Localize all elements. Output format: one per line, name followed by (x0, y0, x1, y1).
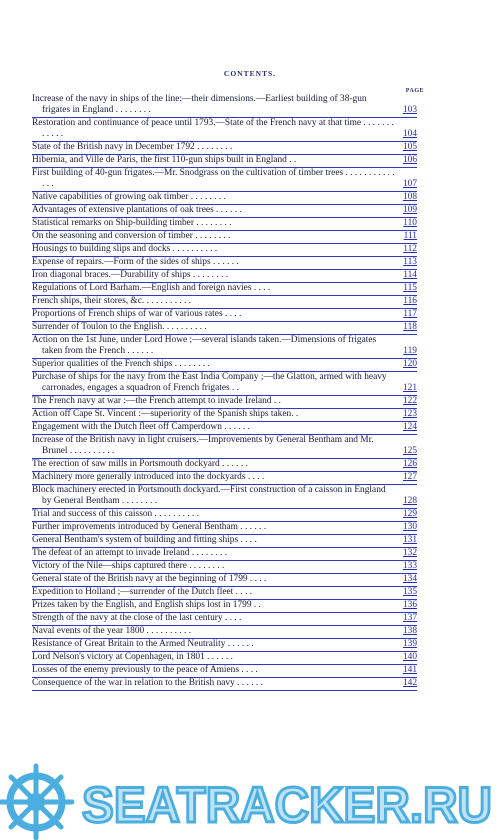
toc-entry[interactable] (32, 118, 417, 142)
toc-page-number[interactable]: 129 (402, 509, 417, 519)
page-title: CONTENTS. (223, 69, 277, 78)
toc-entry-text: Resistance of Great Britain to the Armed Neutrality . . . . . . (32, 639, 254, 649)
toc-entry-text: Lord Nelson's victory at Copenhagen, in 1801 . . . . . . (32, 652, 233, 662)
toc-entry-text: First building of 40-gun frigates.—Mr. Snodgrass on the cultivation of timber trees . . . . . . . . . . . . . . (32, 168, 395, 189)
toc-page-number[interactable]: 117 (403, 309, 417, 319)
toc-entry[interactable] (32, 231, 417, 244)
toc-entry-text: Hibernia, and Ville de Paris, the first 110-gun ships built in England . . (32, 155, 297, 165)
toc-page-number[interactable]: 113 (403, 257, 417, 267)
toc-entry[interactable] (32, 335, 417, 359)
toc-entry-text: Expense of repairs.—Form of the sides of ships . . . . . . (32, 257, 239, 267)
toc-page-number[interactable]: 116 (403, 296, 417, 306)
toc-entry[interactable] (32, 485, 417, 509)
toc-entry[interactable] (32, 359, 417, 372)
toc-entry[interactable] (32, 535, 417, 548)
toc-page-number[interactable]: 131 (402, 535, 417, 545)
toc-entry-text: Trial and success of this caisson . . . . . . . . . . (32, 509, 200, 519)
toc-page-number[interactable]: 124 (402, 422, 417, 432)
toc-page-number[interactable]: 111 (403, 231, 417, 241)
toc-entry-text: Increase of the navy in ships of the line:—their dimensions.—Earliest building of 38-gun frigates in England . . . . . . . . (32, 94, 367, 115)
toc-entry-text: Expedition to Holland ;—surrender of the Dutch fleet . . . . (32, 587, 252, 597)
toc-entry[interactable] (32, 409, 417, 422)
toc-page-number[interactable]: 134 (402, 574, 417, 584)
toc-page-number[interactable]: 119 (403, 346, 417, 356)
toc-entry-text: Machinery more generally introduced into the dockyards . . . . (32, 472, 265, 482)
toc-entry[interactable] (32, 509, 417, 522)
toc-entry[interactable] (32, 626, 417, 639)
toc-entry[interactable] (32, 652, 417, 665)
toc-page-number[interactable]: 135 (402, 587, 417, 597)
toc-page-number[interactable]: 114 (403, 270, 417, 280)
toc-page-number[interactable]: 122 (402, 396, 417, 406)
toc-page-number[interactable]: 132 (402, 548, 417, 558)
toc-entry-text: Victory of the Nile—ships captured there . . . . . . . . (32, 561, 225, 571)
toc-entry-text: Further improvements introduced by General Bentham . . . . . . (32, 522, 267, 532)
toc-entry-text: General Bentham's system of building and fitting ships . . . . (32, 535, 257, 545)
toc-entry-text: Housings to building slips and docks . . . . . . . . . . (32, 244, 218, 254)
toc-page-number[interactable]: 115 (403, 283, 417, 293)
toc-entry[interactable] (32, 574, 417, 587)
toc-entry-text: Statistical remarks on Ship-building timber . . . . . . . . (32, 218, 232, 228)
toc-page-number[interactable]: 118 (403, 322, 417, 332)
toc-page-number[interactable]: 137 (402, 613, 417, 623)
toc-entry[interactable] (32, 94, 417, 118)
toc-entry[interactable] (32, 322, 417, 335)
table-of-contents (32, 94, 417, 691)
toc-entry-text: Superior qualities of the French ships . . . . . . . . (32, 359, 210, 369)
toc-entry-text: State of the British navy in December 1792 . . . . . . . . (32, 142, 233, 152)
toc-entry-text: Increase of the British navy in light cruisers.—Improvements by General Bentham and Mr. Brunel . . . . . . . . . . (32, 435, 374, 456)
toc-entry[interactable] (32, 600, 417, 613)
toc-page-number[interactable]: 103 (402, 105, 417, 115)
toc-entry[interactable] (32, 192, 417, 205)
page-column-label: PAGE (405, 88, 424, 94)
toc-entry-text: The French navy at war :—the French attempt to invade Ireland . . (32, 396, 281, 406)
toc-entry[interactable] (32, 548, 417, 561)
toc-entry-text: Prizes taken by the English, and English ships lost in 1799 . . (32, 600, 261, 610)
toc-entry[interactable] (32, 561, 417, 574)
toc-entry-text: Action off Cape St. Vincent :—superiority of the Spanish ships taken. . (32, 409, 299, 419)
toc-page-number[interactable]: 109 (402, 205, 417, 215)
toc-entry[interactable] (32, 296, 417, 309)
toc-page-number[interactable]: 110 (403, 218, 417, 228)
toc-entry-text: Action on the 1st June, under Lord Howe ;—several islands taken.—Dimensions of frigates taken from the French . . . . . . (32, 335, 377, 356)
toc-page-number[interactable]: 133 (402, 561, 417, 571)
toc-page-number[interactable]: 140 (402, 652, 417, 662)
toc-entry-text: Restoration and continuance of peace until 1793.—State of the French navy at that time . . . . . . . . . . . . (32, 118, 394, 139)
toc-entry-text: Engagement with the Dutch fleet off Camperdown . . . . . . (32, 422, 251, 432)
toc-entry-text: Consequence of the war in relation to the British navy . . . . . . (32, 678, 263, 688)
toc-entry-text: The defeat of an attempt to invade Ireland . . . . . . . . (32, 548, 227, 558)
toc-entry-text: Naval events of the year 1800 . . . . . . . . . . (32, 626, 192, 636)
toc-entry[interactable] (32, 205, 417, 218)
toc-page-number[interactable]: 108 (402, 192, 417, 202)
toc-page-number[interactable]: 138 (402, 626, 417, 636)
toc-entry[interactable] (32, 472, 417, 485)
toc-entry[interactable] (32, 435, 417, 459)
toc-page-number[interactable]: 130 (402, 522, 417, 532)
toc-entry[interactable] (32, 372, 417, 396)
toc-entry[interactable] (32, 422, 417, 435)
toc-page-number[interactable]: 142 (402, 678, 417, 688)
toc-entry-text: Losses of the enemy previously to the peace of Amiens . . . . (32, 665, 258, 675)
toc-entry-text: Block machinery erected in Portsmouth dockyard.—First construction of a caisson in England by General Bentham . . . . . . . . (32, 485, 386, 506)
seatracker-watermark (0, 760, 500, 840)
toc-entry-text: Proportions of French ships of war of various rates . . . . (32, 309, 242, 319)
toc-page-number[interactable]: 127 (402, 472, 417, 482)
toc-entry[interactable] (32, 270, 417, 283)
toc-page-number[interactable]: 106 (402, 155, 417, 165)
toc-entry[interactable] (32, 678, 417, 691)
toc-entry-text: Regulations of Lord Barham.—English and foreign navies . . . . (32, 283, 271, 293)
toc-entry[interactable] (32, 283, 417, 296)
ship-wheel-icon (0, 766, 72, 838)
toc-entry-text: Iron diagonal braces.—Durability of ships . . . . . . . . (32, 270, 229, 280)
toc-entry[interactable] (32, 309, 417, 322)
toc-page-number[interactable]: 123 (402, 409, 417, 419)
toc-page-number[interactable]: 141 (402, 665, 417, 675)
toc-entry-text: French ships, their stores, &c. . . . . . . . . . . (32, 296, 192, 306)
toc-page-number[interactable]: 136 (402, 600, 417, 610)
toc-entry-text: Purchase of ships for the navy from the East India Company ;—the Glatton, armed with heavy carronades, engages a squadron of French frigates . . (32, 372, 387, 393)
toc-entry-text: Surrender of Toulon to the English. . . . . . . . . . (32, 322, 207, 332)
toc-entry[interactable] (32, 587, 417, 600)
toc-page-number[interactable]: 105 (402, 142, 417, 152)
toc-entry[interactable] (32, 142, 417, 155)
toc-page-number[interactable]: 125 (402, 446, 417, 456)
toc-entry[interactable] (32, 459, 417, 472)
toc-entry-text: Strength of the navy at the close of the last century . . . . (32, 613, 242, 623)
toc-entry[interactable] (32, 155, 417, 168)
toc-entry-text: Native capabilities of growing oak timber . . . . . . . . (32, 192, 226, 202)
watermark-text: SEATRACKER.RU (82, 777, 492, 833)
toc-page-number[interactable]: 107 (402, 179, 417, 189)
toc-page-number[interactable]: 120 (402, 359, 417, 369)
toc-page-number[interactable]: 126 (402, 459, 417, 469)
toc-entry-text: General state of the British navy at the beginning of 1799 . . . . (32, 574, 267, 584)
toc-entry[interactable] (32, 665, 417, 678)
toc-entry[interactable] (32, 168, 417, 192)
toc-entry[interactable] (32, 639, 417, 652)
toc-entry[interactable] (32, 218, 417, 231)
toc-page-number[interactable]: 104 (402, 129, 417, 139)
toc-entry[interactable] (32, 257, 417, 270)
toc-page-number[interactable]: 121 (402, 383, 417, 393)
toc-page-number[interactable]: 112 (403, 244, 417, 254)
toc-entry-text: The erection of saw mills in Portsmouth dockyard . . . . . . (32, 459, 248, 469)
toc-page-number[interactable]: 139 (402, 639, 417, 649)
toc-entry[interactable] (32, 522, 417, 535)
toc-entry[interactable] (32, 613, 417, 626)
toc-entry-text: On the seasoning and conversion of timber . . . . . . . . (32, 231, 231, 241)
toc-entry[interactable] (32, 396, 417, 409)
toc-page-number[interactable]: 128 (402, 496, 417, 506)
toc-entry[interactable] (32, 244, 417, 257)
toc-entry-text: Advantages of extensive plantations of oak trees . . . . . . (32, 205, 242, 215)
